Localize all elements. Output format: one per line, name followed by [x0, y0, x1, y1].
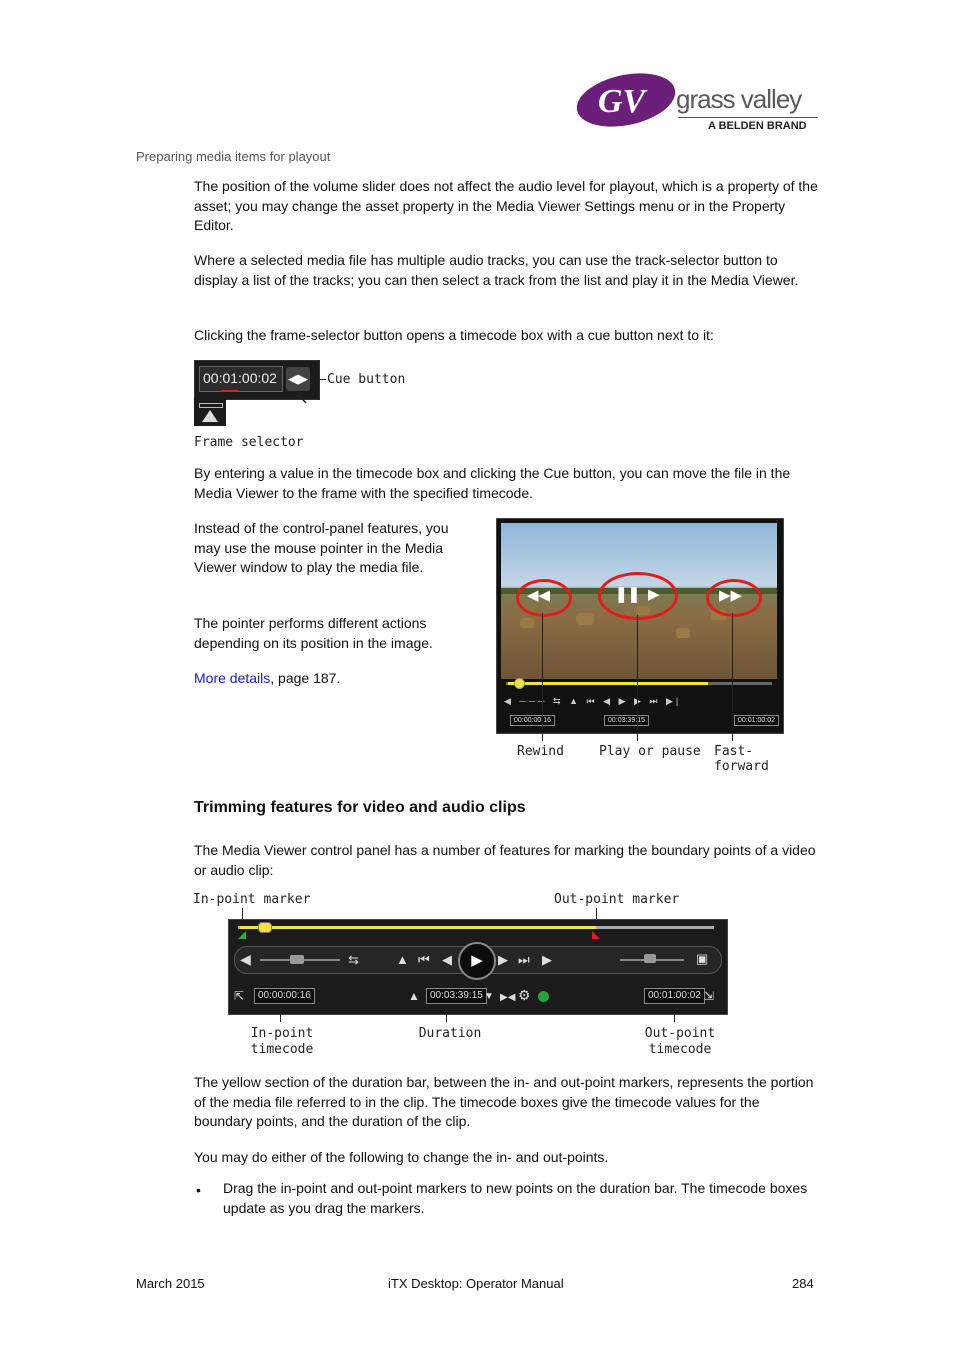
play-icon: ▶: [648, 586, 660, 603]
paragraph: The Media Viewer control panel has a number of features for marking the boundary points of a video or audio clip:: [194, 842, 816, 878]
fast-forward-icon: ▶▶: [719, 587, 743, 604]
in-point-timecode-label: timecode: [250, 1042, 314, 1057]
frame-selector-figure: [194, 360, 424, 455]
logo-tagline: A BELDEN BRAND: [708, 120, 807, 132]
control-panel-figure: [192, 890, 732, 1062]
step-back-icon[interactable]: ◀: [442, 952, 452, 967]
fast-forward-label: Fast-forward: [714, 744, 769, 774]
rewind-label: Rewind: [517, 744, 564, 759]
footer-title: iTX Desktop: Operator Manual: [388, 1276, 564, 1291]
in-point-timecode-label: In-point: [250, 1026, 314, 1041]
play-pause-label: Play or pause: [599, 744, 701, 759]
timecode-value: 00:01:00:02: [203, 370, 277, 386]
cue-button-label: Cue button: [327, 372, 406, 387]
go-to-end-icon[interactable]: ⏭: [518, 952, 530, 967]
cue-button[interactable]: ◀▶: [286, 367, 310, 391]
footer-date: March 2015: [136, 1276, 205, 1291]
media-viewer-figure: ◀◀ ❚❚ ▶ ▶▶ ◀ ─── ⇆ ▲ ⏮ ◀ ▶ ▶ ⏭ ▶| 00:00:00:16 00:03:39:15 00:01:00:02 Rewind Play or pause Fast-forward: [496, 518, 802, 763]
paragraph: By entering a value in the timecode box and clicking the Cue button, you can move the file in the Media Viewer to the frame with the specified timecode.: [194, 465, 791, 501]
section-heading: Trimming features for video and audio clips: [194, 799, 526, 816]
go-to-start-icon[interactable]: ⏮: [418, 952, 430, 967]
volume-icon[interactable]: ◀: [240, 951, 251, 967]
more-details-link[interactable]: More details: [194, 670, 271, 686]
bullet-icon: •: [196, 1182, 201, 1198]
pause-icon: ❚❚: [615, 586, 641, 603]
in-point-marker[interactable]: [238, 931, 246, 939]
set-in-point-icon[interactable]: ⇱: [234, 989, 245, 1003]
out-point-timecode[interactable]: 00:01:00:02: [734, 715, 779, 726]
out-point-timecode-label: timecode: [648, 1042, 712, 1057]
logo-wordmark: grass valley: [676, 84, 802, 114]
link-suffix: , page 187.: [270, 670, 341, 686]
eject-icon[interactable]: ▲: [396, 952, 409, 967]
playhead-handle[interactable]: [258, 922, 272, 933]
rewind-icon: ◀◀: [527, 587, 551, 604]
duration-timecode[interactable]: 00:03:39:15: [426, 988, 487, 1004]
paragraph: Where a selected media file has multiple audio tracks, you can use the track-selector button to display a list of the tracks; you can then select a track from the list and play it in the Media Viewer.: [194, 252, 799, 288]
paragraph: [194, 669, 466, 689]
breadcrumb: Preparing media items for playout: [136, 149, 331, 164]
status-indicator: [538, 991, 549, 1002]
frame-selector-label: Frame selector: [194, 435, 304, 450]
mouse-pointer-icon: ↖: [294, 388, 310, 408]
paragraph: Instead of the control-panel features, you may use the mouse pointer in the Media Viewer window to play the media file.: [194, 520, 449, 576]
duration-dropdown-icon[interactable]: ▼: [484, 991, 494, 1002]
track-selector-icon[interactable]: ⇆: [348, 952, 359, 967]
footer-page-number: 284: [792, 1276, 814, 1291]
duration-timecode[interactable]: 00:03:39:15: [604, 715, 649, 726]
paragraph: You may do either of the following to change the in- and out-points.: [194, 1149, 609, 1165]
set-out-point-icon[interactable]: ⇲: [704, 989, 715, 1003]
in-point-timecode[interactable]: 00:00:00:16: [254, 988, 315, 1004]
clip-section: [240, 926, 596, 929]
frame-selector-icon[interactable]: ▲: [408, 989, 420, 1003]
svg-text:GV: GV: [598, 83, 646, 120]
out-point-timecode-label: Out-point: [644, 1026, 716, 1041]
paragraph: The pointer performs different actions depending on its position in the image.: [194, 615, 433, 651]
duration-label: Duration: [418, 1026, 482, 1041]
out-point-timecode[interactable]: 00:01:00:02: [644, 988, 705, 1004]
in-point-timecode[interactable]: 00:00:00:16: [510, 715, 555, 726]
frame-selector-button[interactable]: [194, 398, 226, 426]
fullscreen-icon[interactable]: ▣: [696, 951, 709, 966]
play-button[interactable]: ▶: [458, 942, 496, 980]
step-forward-icon[interactable]: ▶: [498, 952, 508, 967]
next-marker-icon[interactable]: ▶: [542, 952, 552, 967]
in-point-marker-label: In-point marker: [193, 892, 311, 907]
bullet-item: Drag the in-point and out-point markers to new points on the duration bar. The timecode boxes update as you drag the markers.: [223, 1180, 808, 1216]
out-point-marker-label: Out-point marker: [554, 892, 680, 907]
out-point-marker[interactable]: [592, 931, 600, 939]
grass-valley-logo: [574, 72, 824, 134]
paragraph: The position of the volume slider does not affect the audio level for playout, which is a property of the asset; you may change the asset property in the Media Viewer Settings menu or in the Property Editor.: [194, 178, 818, 234]
paragraph: The yellow section of the duration bar, between the in- and out-point markers, represents the portion of the media file referred to in the clip. The timecode boxes give the timecode values for the boundary points, and the duration of the clip.: [194, 1074, 814, 1130]
settings-gear-icon[interactable]: ⚙: [518, 987, 531, 1003]
cue-icon[interactable]: ▶◀: [500, 992, 516, 1003]
gv-logo-mark-icon: [574, 72, 678, 128]
paragraph: Clicking the frame-selector button opens a timecode box with a cue button next to it:: [194, 327, 714, 343]
